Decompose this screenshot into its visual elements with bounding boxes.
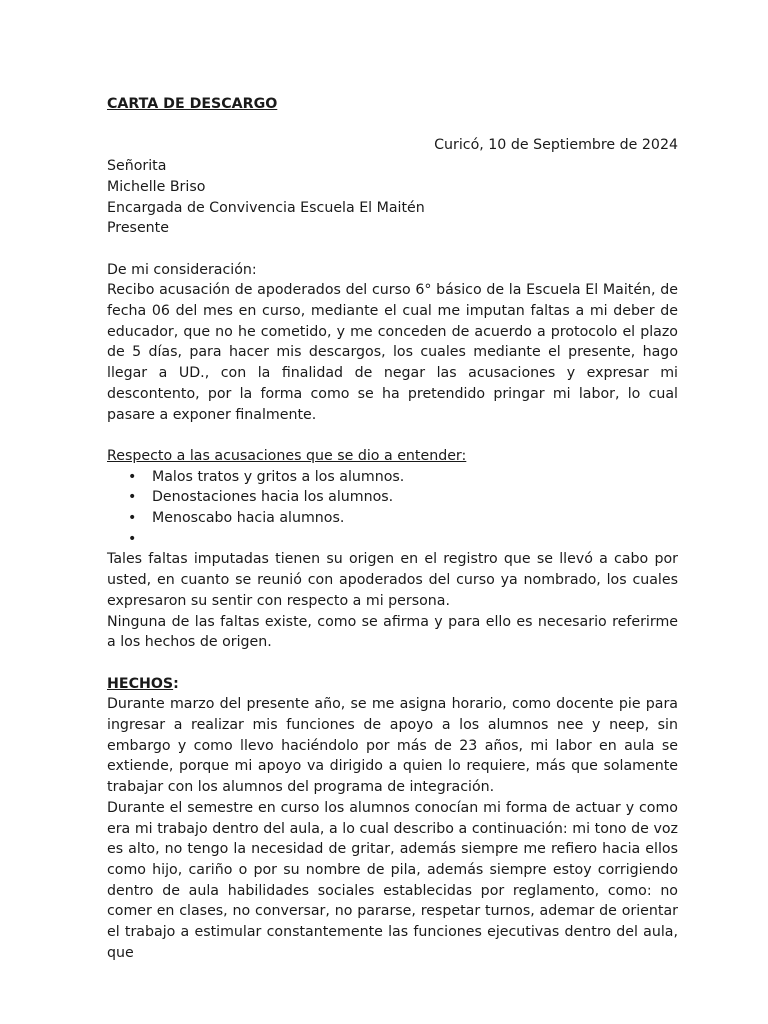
hechos-label: HECHOS: [107, 675, 174, 692]
list-item-text: Menoscabo hacia alumnos.: [152, 510, 345, 527]
recipient-line: Michelle Briso: [107, 178, 206, 195]
list-item: [107, 508, 678, 529]
hechos-colon: :: [173, 675, 179, 692]
list-item-text: Denostaciones hacia los alumnos.: [152, 489, 394, 506]
bullet-icon: •: [128, 530, 137, 547]
origin-paragraph-2: Ninguna de las faltas existe, como se afirma y para ello es necesario referirme a los hechos de origen.: [107, 613, 678, 651]
accusations-list: [107, 467, 678, 550]
bullet-icon: •: [128, 468, 137, 485]
place-date: Curicó, 10 de Septiembre de 2024: [434, 137, 678, 154]
recipient-line: Presente: [107, 220, 169, 237]
bullet-icon: •: [128, 489, 137, 506]
origin-paragraph: Tales faltas imputadas tienen su origen en el registro que se llevó a cabo por usted, en cuanto se reunió con apoderados del curso ya nombrado, los cuales expresaron su sentir con respecto a mi persona.: [107, 551, 678, 609]
recipient-line: Encargada de Convivencia Escuela El Maitén: [107, 199, 425, 216]
accusations-heading: Respecto a las acusaciones que se dio a entender:: [107, 447, 467, 464]
intro-paragraph: Recibo acusación de apoderados del curso 6° básico de la Escuela El Maitén, de fecha 06 del mes en curso, mediante el cual me imputan faltas a mi deber de educador, que no he cometido, y me conceden de acuerdo a protocolo el plazo de 5 días, para hacer mis descargos, los cuales mediante el presente, hago llegar a UD., con la finalidad de negar las acusaciones y expresar mi descontento, por la forma como se ha pretendido pringar mi labor, lo cual pasare a exponer finalmente.: [107, 282, 678, 423]
hechos-paragraph-2: Durante el semestre en curso los alumnos conocían mi forma de actuar y como era mi trabajo dentro del aula, a lo cual describo a continuación: mi tono de voz es alto, no tengo la necesidad de gritar, además siempre me refiero hacia ellos como hijo, cariño o por su nombre de pila, además siempre estoy corrigiendo dentro de aula habilidades sociales establecidas por reglamento, como: no comer en clases, no conversar, no pararse, respetar turnos, ademar de orientar el trabajo a estimular constantemente las funciones ejecutivas dentro del aula, que: [107, 799, 678, 961]
list-item: [107, 487, 678, 508]
recipient-block: [107, 156, 678, 239]
letter-title: CARTA DE DESCARGO: [107, 96, 278, 112]
list-item: [107, 529, 678, 550]
salutation: De mi consideración:: [107, 261, 257, 278]
list-item-text: Malos tratos y gritos a los alumnos.: [152, 468, 405, 485]
hechos-heading: [107, 674, 678, 695]
hechos-paragraph-1: Durante marzo del presente año, se me asigna horario, como docente pie para ingresar a realizar mis funciones de apoyo a los alumnos nee y neep, sin embargo y como llevo haciéndolo por más de 23 años, mi labor en aula se extiende, porque mi apoyo va dirigido a quien lo requiere, más que solamente trabajar con los alumnos del programa de integración.: [107, 696, 678, 796]
list-item: [107, 467, 678, 488]
bullet-icon: •: [128, 510, 137, 527]
recipient-line: Señorita: [107, 158, 167, 175]
letter-body: [107, 94, 678, 963]
